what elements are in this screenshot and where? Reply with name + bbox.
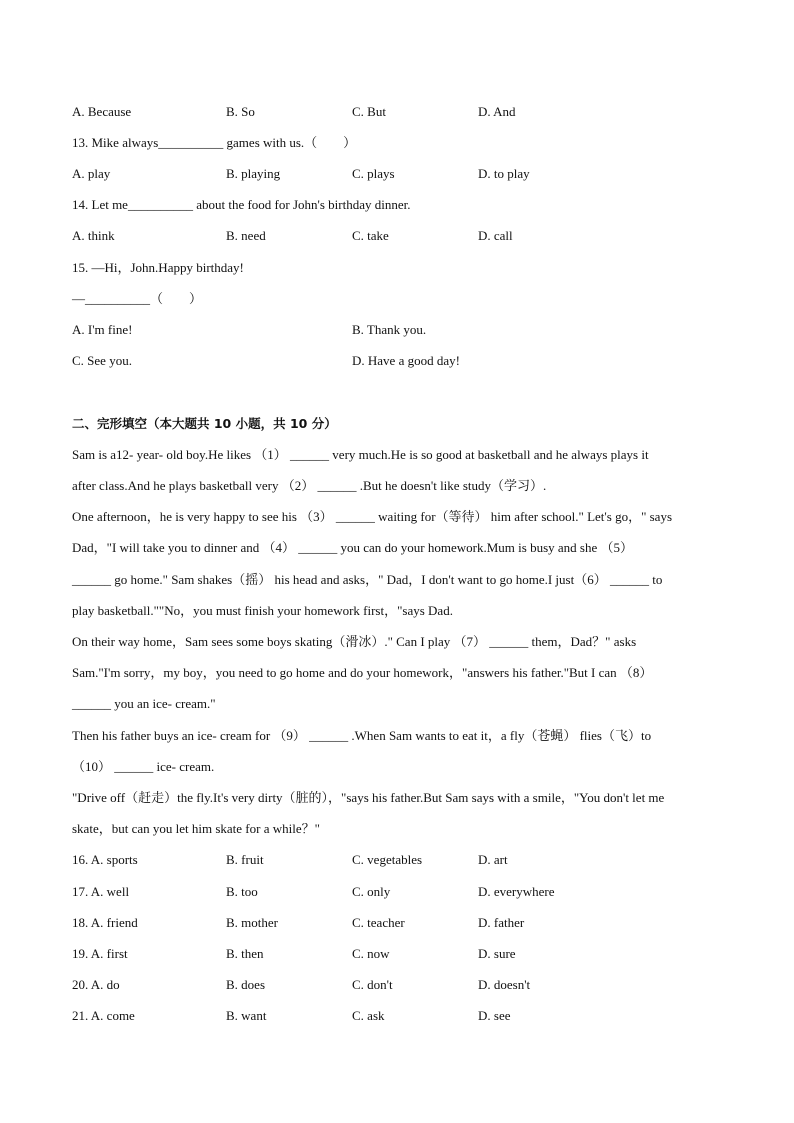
q19-option-a: 19. A. first xyxy=(72,946,128,961)
q14-option-c: C. take xyxy=(352,228,389,243)
q17-option-b: B. too xyxy=(226,884,258,899)
q20-option-a: 20. A. do xyxy=(72,977,120,992)
q18-option-c: C. teacher xyxy=(352,915,405,930)
passage-line: "Drive off（赶走）the fly.It's very dirty（脏的），"says his father.But Sam says with a smile，"You don't let me xyxy=(72,790,665,805)
passage-line: Sam is a12- year- old boy.He likes （1） ______ very much.He is so good at basketball and he always plays it xyxy=(72,447,649,462)
q20-option-b: B. does xyxy=(226,977,265,992)
q18-option-b: B. mother xyxy=(226,915,278,930)
q16-option-b: B. fruit xyxy=(226,852,264,867)
passage-line: Dad，"I will take you to dinner and （4） ______ you can do your homework.Mum is busy and she （5） xyxy=(72,540,633,555)
passage-line: ______ you an ice- cream." xyxy=(72,696,216,711)
q13-stem: 13. Mike always__________ games with us.（ ） xyxy=(72,135,357,150)
q16-option-a: 16. A. sports xyxy=(72,852,138,867)
q18-option-d: D. father xyxy=(478,915,525,930)
q19-option-c: C. now xyxy=(352,946,390,961)
q13-option-c: C. plays xyxy=(352,166,395,181)
q17-option-a: 17. A. well xyxy=(72,884,130,899)
q12-option-b: B. So xyxy=(226,104,255,119)
q13-option-d: D. to play xyxy=(478,166,530,181)
passage-line: On their way home，Sam sees some boys skating（滑冰）." Can I play （7） ______ them，Dad？" asks xyxy=(72,634,637,649)
q14-option-d: D. call xyxy=(478,228,513,243)
passage-line: ______ go home." Sam shakes（摇） his head and asks，" Dad，I don't want to go home.I just（6） ______ to xyxy=(72,572,663,587)
passage-line: Sam."I'm sorry，my boy，you need to go home and do your homework，"answers his father."But I can （8） xyxy=(72,665,653,680)
q12-option-c: C. But xyxy=(352,104,386,119)
q21-option-c: C. ask xyxy=(352,1008,385,1023)
q14-stem: 14. Let me__________ about the food for John's birthday dinner. xyxy=(72,197,411,212)
passage-line: after class.And he plays basketball very （2） ______ .But he doesn't like study（学习）. xyxy=(72,478,547,493)
passage-line: One afternoon，he is very happy to see his （3） ______ waiting for（等待） him after school." Let's go，" says xyxy=(72,509,673,524)
q15-option-d: D. Have a good day! xyxy=(352,353,460,368)
q21-option-b: B. want xyxy=(226,1008,267,1023)
q15-option-c: C. See you. xyxy=(72,353,132,368)
q15-option-b: B. Thank you. xyxy=(352,322,427,337)
passage-line: skate，but can you let him skate for a while？" xyxy=(72,821,320,836)
q20-option-c: C. don't xyxy=(352,977,393,992)
q19-option-b: B. then xyxy=(226,946,264,961)
q12-option-d: D. And xyxy=(478,104,516,119)
q21-option-a: 21. A. come xyxy=(72,1008,135,1023)
q15-option-a: A. I'm fine! xyxy=(72,322,133,337)
passage-line: Then his father buys an ice- cream for （9） ______ .When Sam wants to eat it，a fly（苍蝇） flies（飞）to xyxy=(72,728,652,743)
q13-option-a: A. play xyxy=(72,166,111,181)
q16-option-c: C. vegetables xyxy=(352,852,423,867)
q17-option-c: C. only xyxy=(352,884,391,899)
q17-option-d: D. everywhere xyxy=(478,884,555,899)
q18-option-a: 18. A. friend xyxy=(72,915,138,930)
q15-stem-reply: —__________（ ） xyxy=(72,291,203,306)
q16-option-d: D. art xyxy=(478,852,508,867)
q15-stem: 15. —Hi，John.Happy birthday! xyxy=(72,260,244,275)
q14-option-b: B. need xyxy=(226,228,266,243)
q13-option-b: B. playing xyxy=(226,166,281,181)
q14-option-a: A. think xyxy=(72,228,115,243)
q20-option-d: D. doesn't xyxy=(478,977,531,992)
passage-line: （10） ______ ice- cream. xyxy=(72,759,215,774)
passage-line: play basketball.""No，you must finish your homework first，"says Dad. xyxy=(72,603,453,618)
section-title: 二、完形填空（本大题共 10 小题，共 10 分） xyxy=(72,416,337,431)
q19-option-d: D. sure xyxy=(478,946,516,961)
q12-option-a: A. Because xyxy=(72,104,132,119)
q21-option-d: D. see xyxy=(478,1008,511,1023)
